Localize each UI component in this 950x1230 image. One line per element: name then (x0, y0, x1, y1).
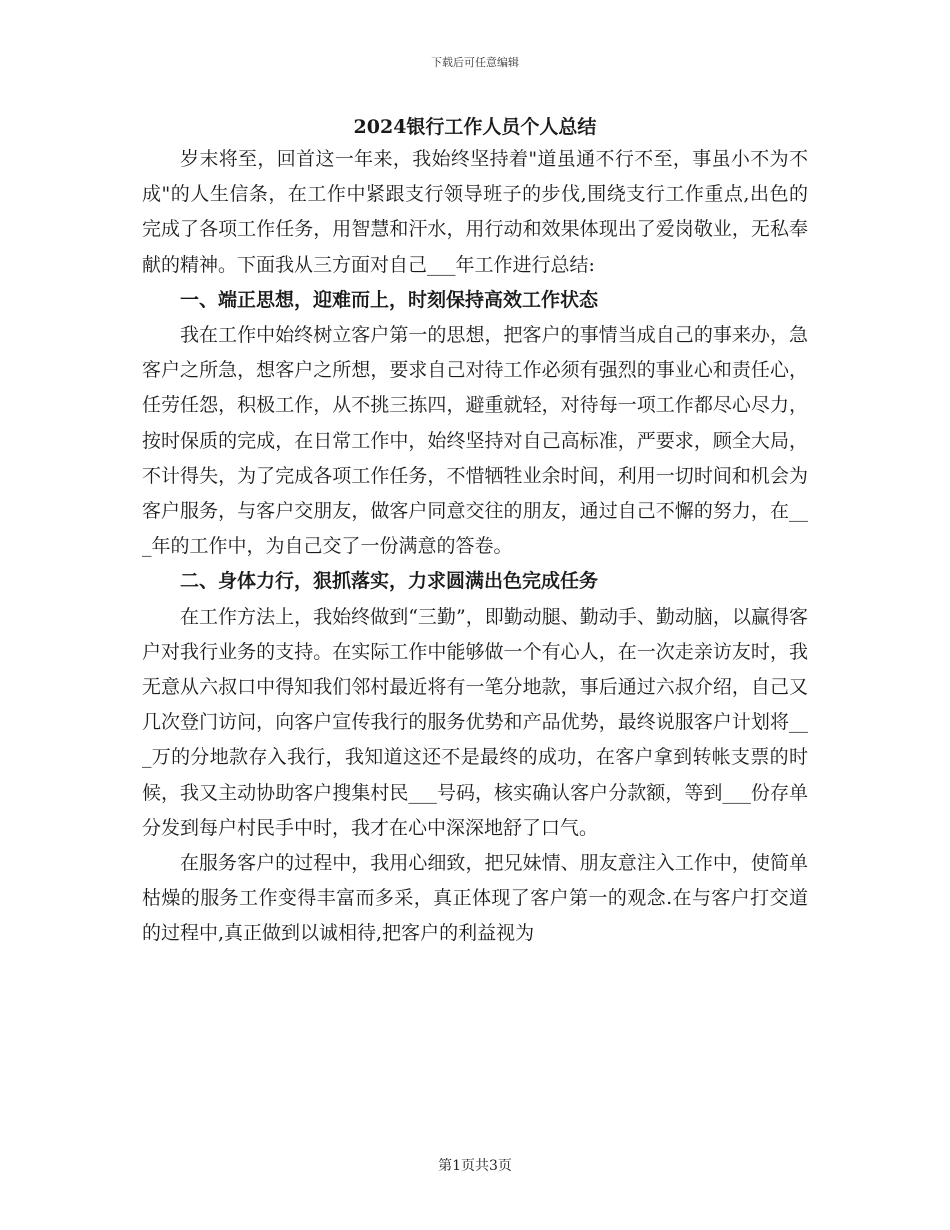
page-header-note: 下载后可任意编辑 (431, 56, 519, 69)
intro-paragraph: 岁末将至，回首这一年来，我始终坚持着"道虽通不行不至，事虽小不为不成"的人生信条，在工作中紧跟支行领导班子的步伐,围绕支行工作重点,出色的完成了各项工作任务，用智慧和汗水，用行动和效果体现出了爱岗敬业，无私奉献的精神。下面我从三方面对自己___年工作进行总结: (142, 148, 808, 276)
document-title: 2024银行工作人员个人总结 (353, 116, 597, 138)
page-number: 第1页共3页 (438, 1158, 512, 1174)
section-heading-2: 二、身体力行，狠抓落实，力求圆满出色完成任务 (180, 570, 599, 593)
document-body (142, 112, 808, 952)
section-heading-1: 一、端正思想，迎难而上，时刻保持高效工作状态 (180, 288, 599, 311)
section-2-paragraph-1: 在工作方法上，我始终做到“三勤”，即勤动腿、勤动手、勤动脑，以赢得客户对我行业务的支持。在实际工作中能够做一个有心人，在一次走亲访友时，我无意从六叔口中得知我们邻村最近将有一笔分地款，事后通过六叔介绍，自己又几次登门访问，向客户宣传我行的服务优势和产品优势，最终说服客户计划将___万的分地款存入我行，我知道这还不是最终的成功，在客户拿到转帐支票的时候，我又主动协助客户搜集村民___号码，核实确认客户分款额，等到___份存单分发到每户村民手中时，我才在心中深深地舒了口气。 (142, 605, 808, 839)
section-1-paragraph: 我在工作中始终树立客户第一的思想，把客户的事情当成自己的事来办，急客户之所急，想客户之所想，要求自己对待工作必须有强烈的事业心和责任心，任劳任怨，积极工作，从不挑三拣四，避重就轻，对待每一项工作都尽心尽力，按时保质的完成，在日常工作中，始终坚持对自己高标准，严要求，顾全大局，不计得失，为了完成各项工作任务，不惜牺牲业余时间，利用一切时间和机会为客户服务，与客户交朋友，做客户同意交往的朋友，通过自己不懈的努力，在___年的工作中，为自己交了一份满意的答卷。 (142, 324, 808, 558)
section-2-paragraph-2: 在服务客户的过程中，我用心细致，把兄妹情、朋友意注入工作中，使简单枯燥的服务工作变得丰富而多采，真正体现了客户第一的观念.在与客户打交道的过程中,真正做到以诚相待,把客户的利益视为 (142, 852, 808, 945)
